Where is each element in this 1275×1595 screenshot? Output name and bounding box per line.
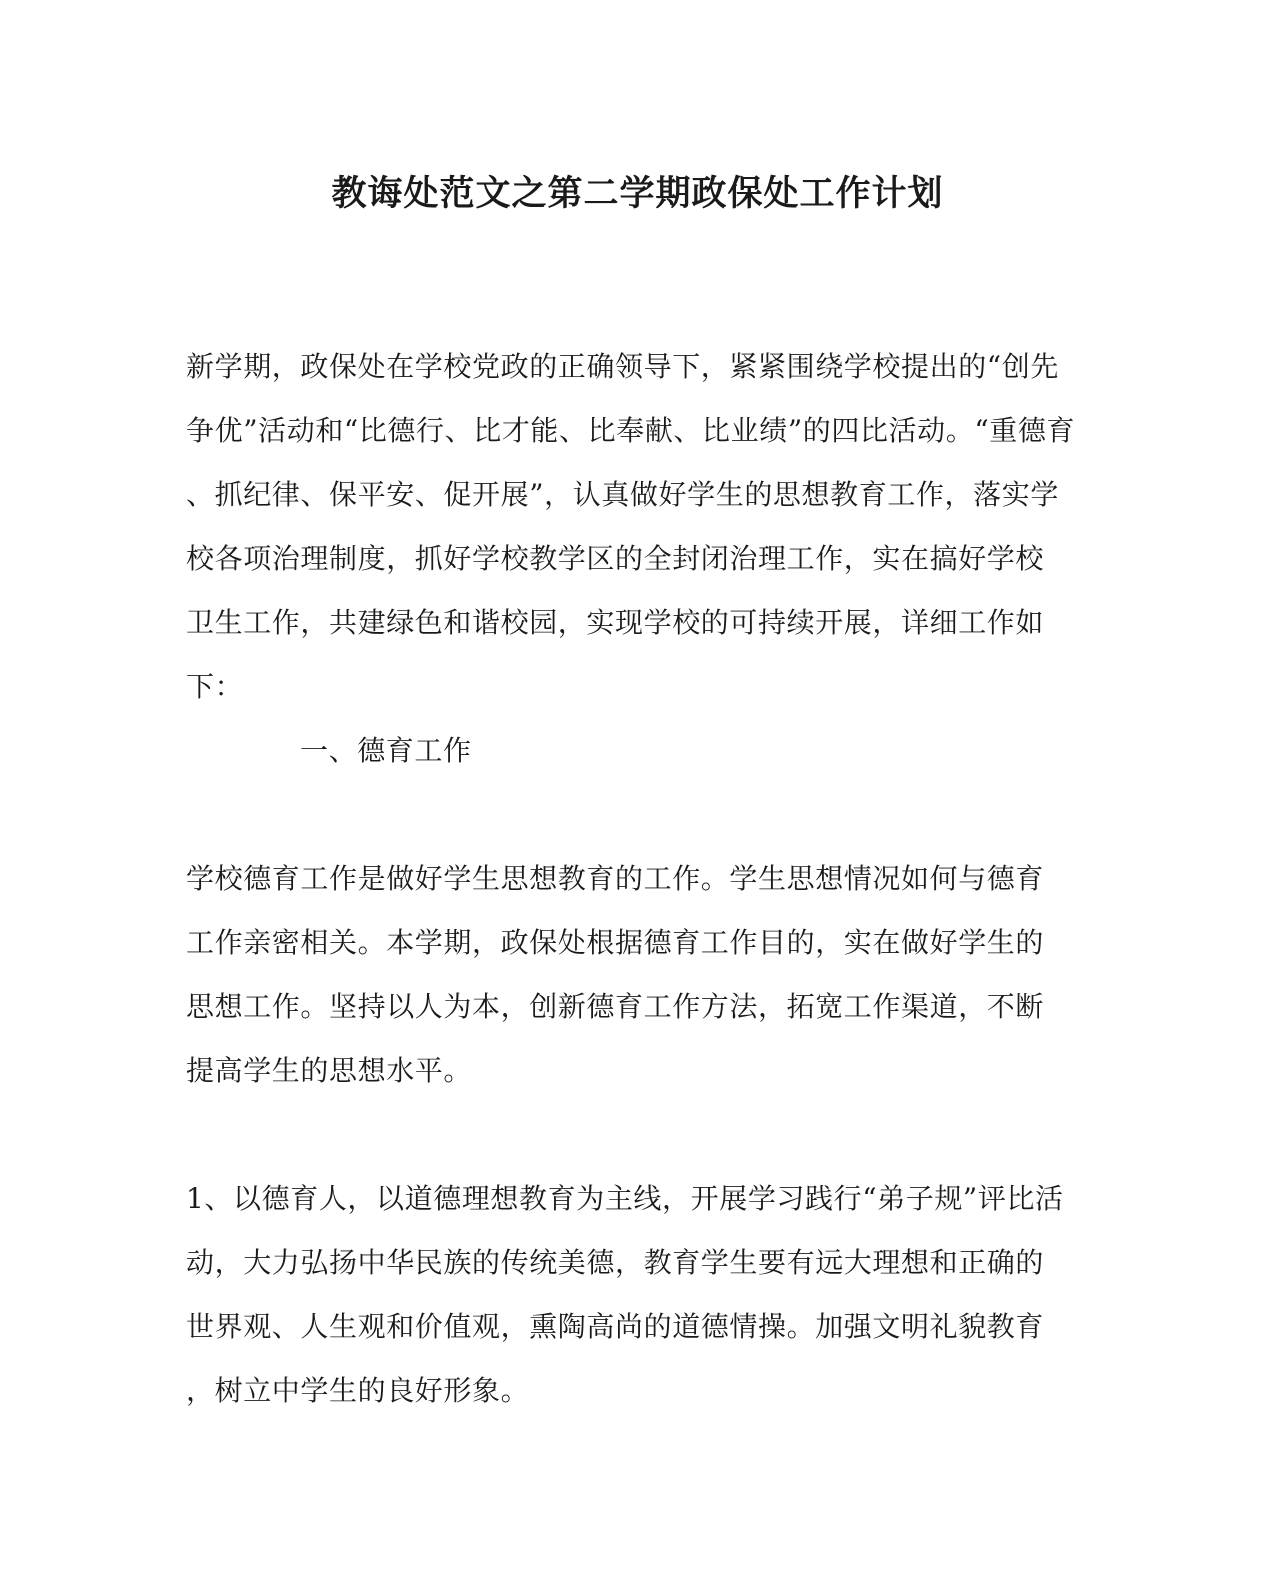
- intro-line-1: 新学期，政保处在学校党政的正确领导下，紧紧围绕学校提出的“创先: [186, 350, 1059, 383]
- item1-line-4: ，树立中学生的良好形象。: [186, 1374, 530, 1407]
- moral-line-4: 提高学生的思想水平。: [186, 1054, 473, 1087]
- section-heading: 一、德育工作: [300, 734, 472, 767]
- intro-line-6: 下：: [186, 670, 244, 703]
- item1-line-1: 1、以德育人，以道德理想教育为主线，开展学习践行“弟子规”评比活: [186, 1182, 1064, 1215]
- moral-line-2: 工作亲密相关。本学期，政保处根据德育工作目的，实在做好学生的: [186, 926, 1045, 959]
- intro-line-4: 校各项治理制度，抓好学校教学区的全封闭治理工作，实在搞好学校: [186, 542, 1045, 575]
- item1-line-3: 世界观、人生观和价值观，熏陶高尚的道德情操。加强文明礼貌教育: [186, 1310, 1045, 1343]
- intro-line-3: 、抓纪律、保平安、促开展”，认真做好学生的思想教育工作，落实学: [186, 478, 1059, 511]
- moral-line-3: 思想工作。坚持以人为本，创新德育工作方法，拓宽工作渠道，不断: [186, 990, 1045, 1023]
- document-title: 教诲处范文之第二学期政保处工作计划: [331, 173, 944, 214]
- intro-line-5: 卫生工作，共建绿色和谐校园，实现学校的可持续开展，详细工作如: [186, 606, 1045, 639]
- moral-line-1: 学校德育工作是做好学生思想教育的工作。学生思想情况如何与德育: [186, 862, 1045, 895]
- item1-line-2: 动，大力弘扬中华民族的传统美德，教育学生要有远大理想和正确的: [186, 1246, 1045, 1279]
- intro-line-2: 争优”活动和“比德行、比才能、比奉献、比业绩”的四比活动。“重德育: [186, 414, 1076, 447]
